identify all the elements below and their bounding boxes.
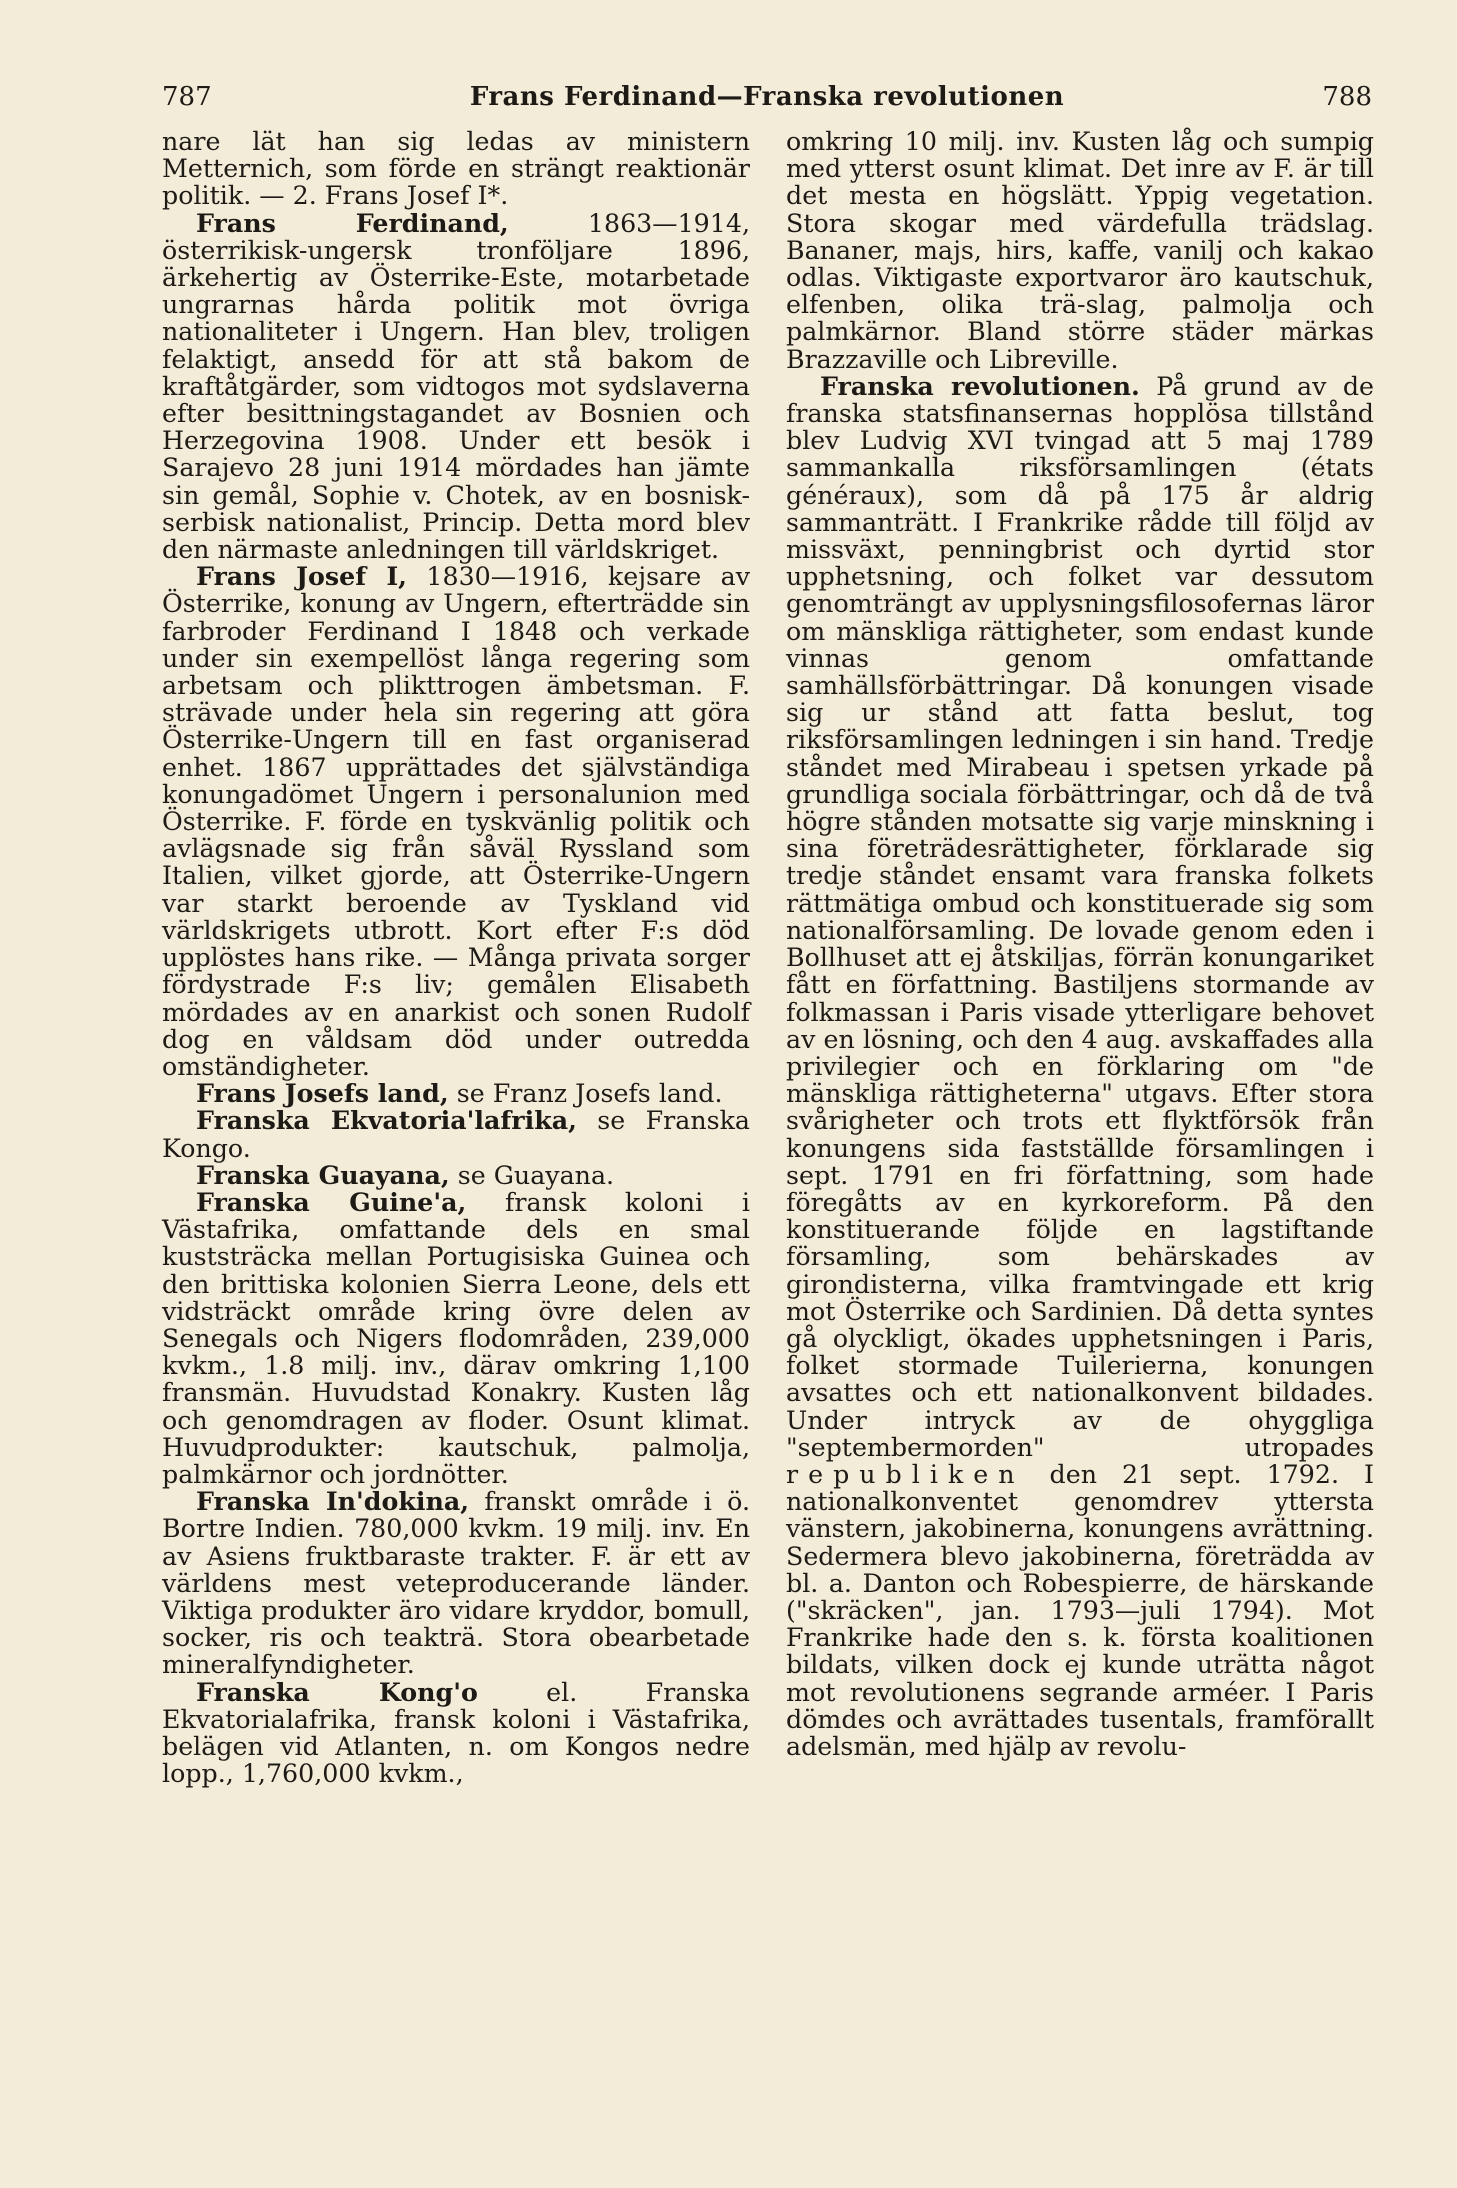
- entry-headword: Franska Kong'o: [196, 1676, 478, 1707]
- entry-text: el. Franska Ekvatorialafrika, fransk koloni i Västafrika, belägen vid Atlanten, n. om Kongos nedre lopp., 1,760,000 kvkm.,: [162, 1677, 750, 1789]
- left-column: [162, 128, 750, 1787]
- entry-headword: Frans Ferdinand,: [196, 207, 509, 238]
- entry-text: den 21 sept. 1792. I nationalkonventet genomdrev yttersta vänstern, jakobinerna, konungens avrättning. Sedermera blevo jakobinerna, företrädda av bl. a. Danton och Robespierre, de härskande ("skräcken", jan. 1793—juli 1794). Mot Frankrike hade den s. k. första koalitionen bildats, vilken dock ej kunde uträtta något mot revolutionens segrande arméer. I Paris dömdes och avrättades tusentals, framförallt adelsmän, med hjälp av revolu-: [786, 1459, 1374, 1761]
- page-number-right: 788: [1322, 82, 1372, 112]
- entry-franska-guinea: [162, 1186, 750, 1489]
- entry-headword: Franska In'dokina,: [196, 1486, 470, 1517]
- entry-headword: Franska Guayana,: [196, 1159, 450, 1190]
- entry-text: franskt område i ö. Bortre Indien. 780,000 kvkm. 19 milj. inv. En av Asiens fruktbaraste trakter. F. är ett av världens mest veteproducerande länder. Viktiga produkter äro vidare kryddor, bomull, socker, ris och teakträ. Stora obearbetade mineralfyndigheter.: [162, 1487, 750, 1680]
- entry-text: omkring 10 milj. inv. Kusten låg och sumpig med ytterst osunt klimat. Det inre av F. är till det mesta en högslätt. Yppig vegetation. Stora skogar med värdefulla trädslag. Bananer, majs, hirs, kaffe, vanilj och kakao odlas. Viktigaste exportvaror äro kautschuk, elfenben, olika trä-slag, palmolja och palmkärnor. Bland större städer märkas Brazzaville och Libreville.: [786, 127, 1374, 374]
- entry-continuation: [786, 128, 1374, 373]
- entry-text: nare lät han sig ledas av ministern Metternich, som förde en strängt reaktionär politik. — 2. Frans Josef I*.: [162, 127, 750, 211]
- entry-franska-indokina: [162, 1488, 750, 1678]
- entry-text: se Franska Kongo.: [162, 1106, 750, 1163]
- right-column: [786, 128, 1374, 1760]
- page-number-left: 787: [162, 82, 212, 112]
- entry-headword: Franska revolutionen.: [820, 370, 1140, 401]
- entry-franska-revolutionen: [786, 370, 1374, 1761]
- running-head: [162, 82, 1372, 122]
- running-title: Frans Ferdinand—Franska revolutionen: [469, 82, 1065, 112]
- entry-headword: Frans Josefs land,: [196, 1078, 449, 1109]
- entry-headword: Frans Josef I,: [196, 561, 407, 592]
- entry-frans-josefs-land: [162, 1080, 750, 1107]
- entry-franska-ekvatorialafrika: [162, 1107, 750, 1161]
- entry-frans-ferdinand: [162, 207, 750, 565]
- entry-headword: Franska Ekvatoria'lafrika,: [196, 1105, 577, 1136]
- entry-franska-kongo: [162, 1676, 750, 1789]
- entry-continuation: [162, 128, 750, 210]
- entry-text: se Franz Josefs land.: [448, 1079, 723, 1109]
- entry-franska-guayana: [162, 1159, 750, 1190]
- entry-text: se Guayana.: [449, 1160, 615, 1190]
- spaced-emphasis: republiken: [786, 1459, 1025, 1489]
- entry-text: 1863—1914, österrikisk-ungersk tronföljare 1896, ärkehertig av Österrike-Este, motarbetade ungrarnas hårda politik mot övriga nationaliteter i Ungern. Han blev, troligen felaktigt, ansedd för att stå bakom de kraftåtgärder, som vidtogos mot sydslaverna efter besittningstagandet av Bosnien och Herzegovina 1908. Under ett besök i Sarajevo 28 juni 1914 mördades han jämte sin gemål, Sophie v. Chotek, av en bosnisk-serbisk nationalist, Princip. Detta mord blev den närmaste anledningen till världskriget.: [162, 208, 750, 565]
- entry-frans-josef-i: [162, 563, 750, 1080]
- entry-text: fransk koloni i Västafrika, omfattande dels en smal kuststräcka mellan Portugisiska Guinea och den brittiska kolonien Sierra Leone, dels ett vidsträckt område kring övre delen av Senegals och Nigers flodområden, 239,000 kvkm., 1.8 milj. inv., därav omkring 1,100 fransmän. Huvudstad Konakry. Kusten låg och genomdragen av floder. Osunt klimat. Huvudprodukter: kautschuk, palmolja, palmkärnor och jordnötter.: [162, 1187, 750, 1489]
- entry-text: På grund av de franska statsfinansernas hopplösa tillstånd blev Ludvig XVI tvingad att 5 maj 1789 sammankalla riksförsamlingen (états généraux), som då på 175 år aldrig sammanträtt. I Frankrike rådde till följd av missväxt, penningbrist och dyrtid stor upphetsning, och folket var dessutom genomträngt av upplysningsfilosofernas läror om mänskliga rättigheter, som endast kunde vinnas genom omfattande samhällsförbättringar. Då konungen visade sig ur stånd att fatta beslut, tog riksförsamlingen ledningen i sin hand. Tredje ståndet med Mirabeau i spetsen yrkade på grundliga sociala förbättringar, och då de två högre stånden motsatte sig varje minskning i sina företrädesrättigheter, förklarade sig tredje ståndet ensamt vara franska folkets rättmätiga ombud och konstituerade sig som nationalförsamling. De lovade genom eden i Bollhuset att ej åtskiljas, förrän konungariket fått en författning. Bastiljens stormande av folkmassan i Paris visade ytterligare behovet av en lösning, och den 4 aug. avskaffades alla privilegier och en förklaring om "de mänskliga rättigheterna" utgavs. Efter stora svårigheter och trots ett flyktförsök från konungens sida fastställde församlingen i sept. 1791 en fri författning, som hade föregåtts av en kyrkoreform. På den konstituerande följde en lagstiftande församling, som behärskades av girondisterna, vilka framtvingade ett krig mot Österrike och Sardinien. Då detta syntes gå olyckligt, ökades upphetsningen i Paris, folket stormade Tuilerierna, konungen avsattes och ett nationalkonvent bildades. Under intryck av de ohyggliga "septembermorden" utropades: [786, 371, 1374, 1462]
- entry-text: 1830—1916, kejsare av Österrike, konung av Ungern, efterträdde sin farbroder Ferdinand I 1848 och verkade under sin exempellöst långa regering som arbetsam och plikttrogen ämbetsman. F. strävade under hela sin regering att göra Österrike-Ungern till en fast organiserad enhet. 1867 upprättades det självständiga konungadömet Ungern i personalunion med Österrike. F. förde en tyskvänlig politik och avlägsnade sig från såväl Ryssland som Italien, vilket gjorde, att Österrike-Ungern var starkt beroende av Tyskland vid världskrigets utbrott. Kort efter F:s död upplöstes hans rike. — Många privata sorger fördystrade F:s liv; gemålen Elisabeth mördades av en anarkist och sonen Rudolf dog en våldsam död under outredda omständigheter.: [162, 562, 750, 1081]
- entry-headword: Franska Guine'a,: [196, 1186, 467, 1217]
